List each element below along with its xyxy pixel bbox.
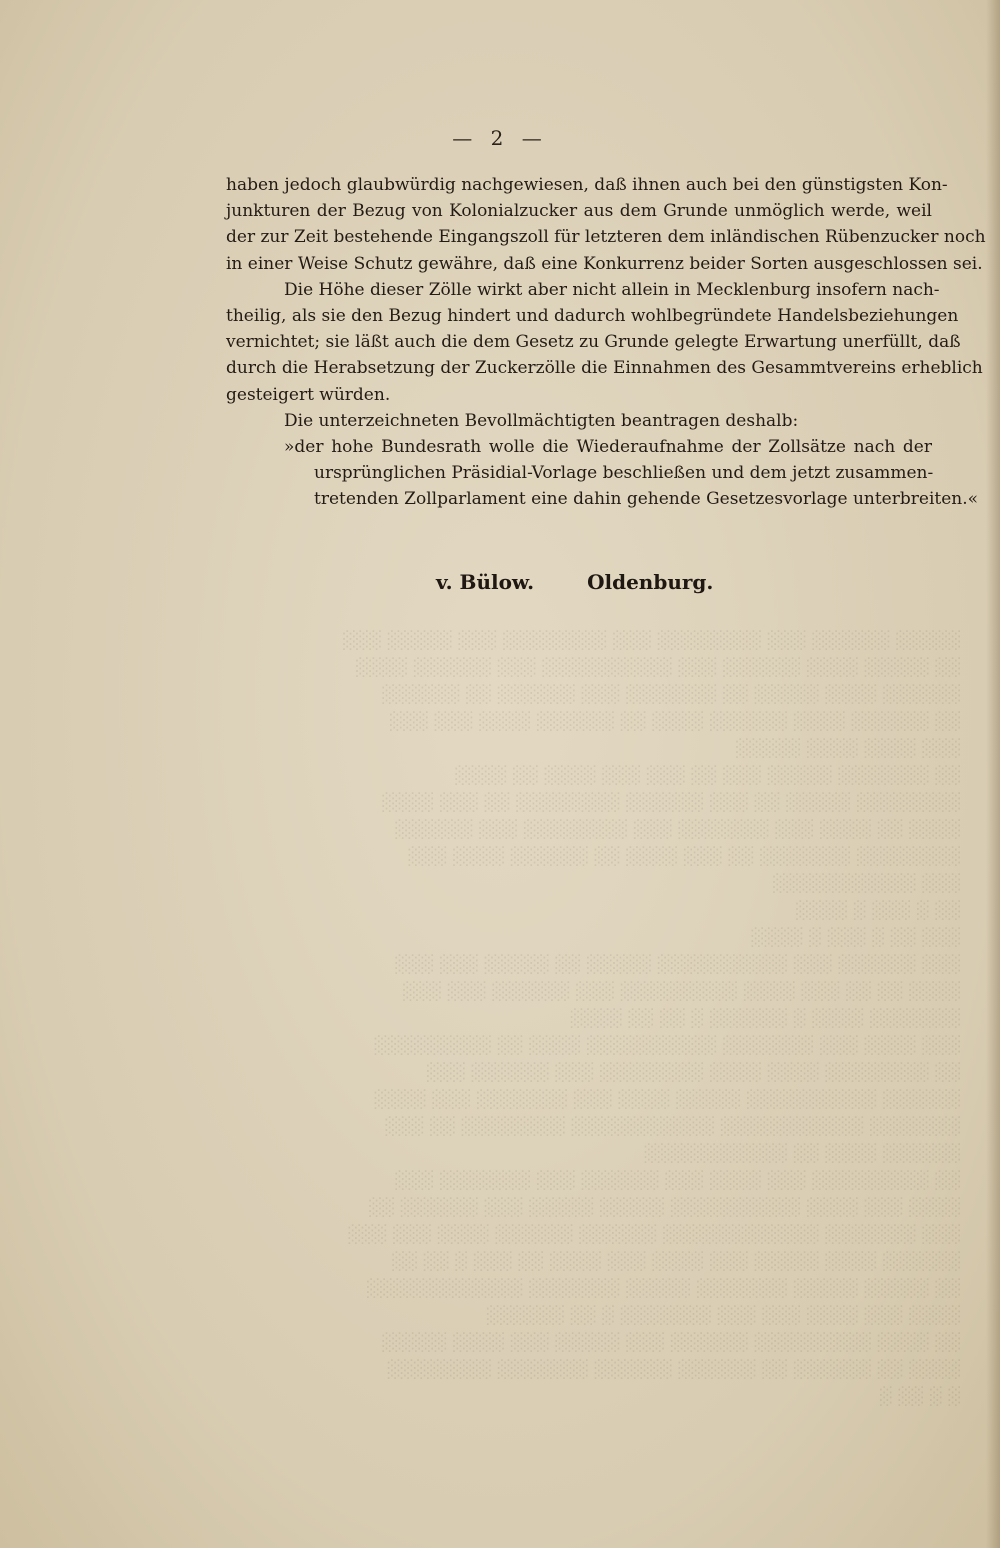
quote-line: ursprünglichen Präsidial-Vorlage beschließen und dem jetzt zusammen- [314,463,934,484]
signature-oldenburg: Oldenburg. [587,570,714,594]
page-number: — 2 — [452,126,548,150]
text-line: der zur Zeit bestehende Eingangszoll für letzteren dem inländischen Rübenzucker noch [226,227,986,248]
quote-line: »der hohe Bundesrath wolle die Wiederaufnahme der Zollsätze nach der [284,436,932,457]
bleed-through-texture: ░░░░░ ░░░░░░ ░░░ ░░░░░░░░ ░░░ ░░░░░░░░ ░░░ ░░░░░ ░░░ ░░ ░░░░░ ░░░░ ░░░░░░ ░░░ ░░░░░░░░░░ ░░░ ░░░░░░ ░░░░ ░░░░░░ ░░░░ ░░░░░ ░░ ░░░░░░░ ░░░ ░░░░░░ ░░ ░░░░░░ ░░ ░░░░░░ ░░░░ ░░░░░░ ░░░░ ░░ ░░░░░░ ░░░░ ░░░ ░░░ ░░░ ░░░░ ░░░░ ░░░░░ ░░ ░░░░░░░ ░░░░░ ░░░ ░░ ░░░ ░░░ ░░░░ ░░ ░░░░ ░░░░░░░░ ░░░░░ ░░ ░░░ ░░░░░░ ░░░░░░░░ ░░ ░░░ ░░░░ ░░░░ ░░ ░░░░ ░░░ ░░░░░░░ ░░░ ░░░░░░░░ ░░░ ░░░░░░ ░░░░░░░░ ░░░░░░░ ░░ ░░░ ░░░░ ░░ ░░░░░░ ░░░░ ░░░ ░░░ ░░░░░░░░░░░ ░░ ░ ░░░ ░ ░░░░ ░░░ ░░ ░ ░░░ ░ ░░░░ ░░░ ░░░░░░ ░░░ ░░░░░░░░░░ ░░░░░ ░░ ░░░░░ ░░░ ░░░ ░░░░ ░░ ░░ ░░░ ░░░░ ░░░░░░░░░ ░░░ ░░░░░░ ░░░ ░░░ ░░░░░░░ ░░░░ ░ ░░░░░░ ░ ░░ ░░ ░░░░ ░░░ ░░░░ ░░░ ░░░░░░░ ░░░░░░░░░░ ░░░░ ░░ ░░░░░░░░░ ░░ ░░░░░░░░ ░░░░ ░░░░ ░░░░░░░░ ░░░ ░░░░░░ ░░░ ░░░░░░ ░░░░░░░░░░ ░░░░░ ░░░░ ░░░ ░░░░░░░ ░░░ ░░░░ ░░░░░░░ ░░░░░░░░░░░ ░░░░░░░░░░░ ░░░░░░░░ ░░ ░░░ ░░░░░░ ░░░░ ░░ ░░░░░░░░░░░ ░░ ░░░░░░░░░ ░░░ ░░░░ ░░░ ░░░░░░ ░░░ ░░░░░░░ ░░░ ░░░░ ░░░ ░░░░ ░░░░░░░░░░ ░░░░░ ░░░░░ ░░░ ░░░░░░ ░░ ░░░ ░░░░░░░ ░░░░░░░░░░░░ ░░░░░░ ░░░░░░ ░░░░ ░░░ ░░░ ░░░░░░ ░░░░ ░░░░░ ░░░ ░░░░ ░░░ ░░░░ ░░ ░░░ ░ ░░ ░░ ░░ ░░░░░ ░░░░░ ░░░░░░░ ░░░░░ ░░░░░░░ ░░░░░░░░░░░░ ░░░░ ░░░ ░░░░ ░░░ ░░░ ░░░░░░░ ░ ░░ ░░░░░░ ░░ ░░░░ ░░░░░░░░░ ░░░░░░ ░░░ ░░░░░ ░░░ ░░░░ ░░░░░ ░░░░ ░░ ░░░░░░ ░░ ░░░░░░ ░░░░░░ ░░░░░░░ ░░░░░░░░ ░ ░ ░░ ░ [341,631,960,1407]
text-line: theilig, als sie den Bezug hindert und dadurch wohlbegründete Handelsbeziehungen [226,305,959,326]
text-line: haben jedoch glaubwürdig nachgewiesen, daß ihnen auch bei den günstigsten Kon- [226,175,948,195]
body-text [226,172,986,512]
text-line: vernichtet; sie läßt auch die dem Gesetz zu Grunde gelegte Erwartung unerfüllt, daß [226,332,961,353]
signatures [436,570,796,594]
signature-buelow: v. Bülow. [436,570,535,594]
text-line: in einer Weise Schutz gewähre, daß eine Konkurrenz beider Sorten ausgeschlossen sei. [226,253,983,274]
text-line: gesteigert würden. [226,384,391,405]
text-line: Die unterzeichneten Bevollmächtigten beantragen deshalb: [284,410,799,431]
page-edge-shadow [986,0,1000,1548]
text-line: Die Höhe dieser Zölle wirkt aber nicht allein in Mecklenburg insofern nach- [284,279,940,300]
quote-line: tretenden Zollparlament eine dahin gehende Gesetzesvorlage unterbreiten.« [314,489,979,510]
text-line: junkturen der Bezug von Kolonialzucker aus dem Grunde unmöglich werde, weil [226,201,932,222]
text-line: durch die Herabsetzung der Zuckerzölle die Einnahmen des Gesammtvereins erheblich [226,358,983,379]
